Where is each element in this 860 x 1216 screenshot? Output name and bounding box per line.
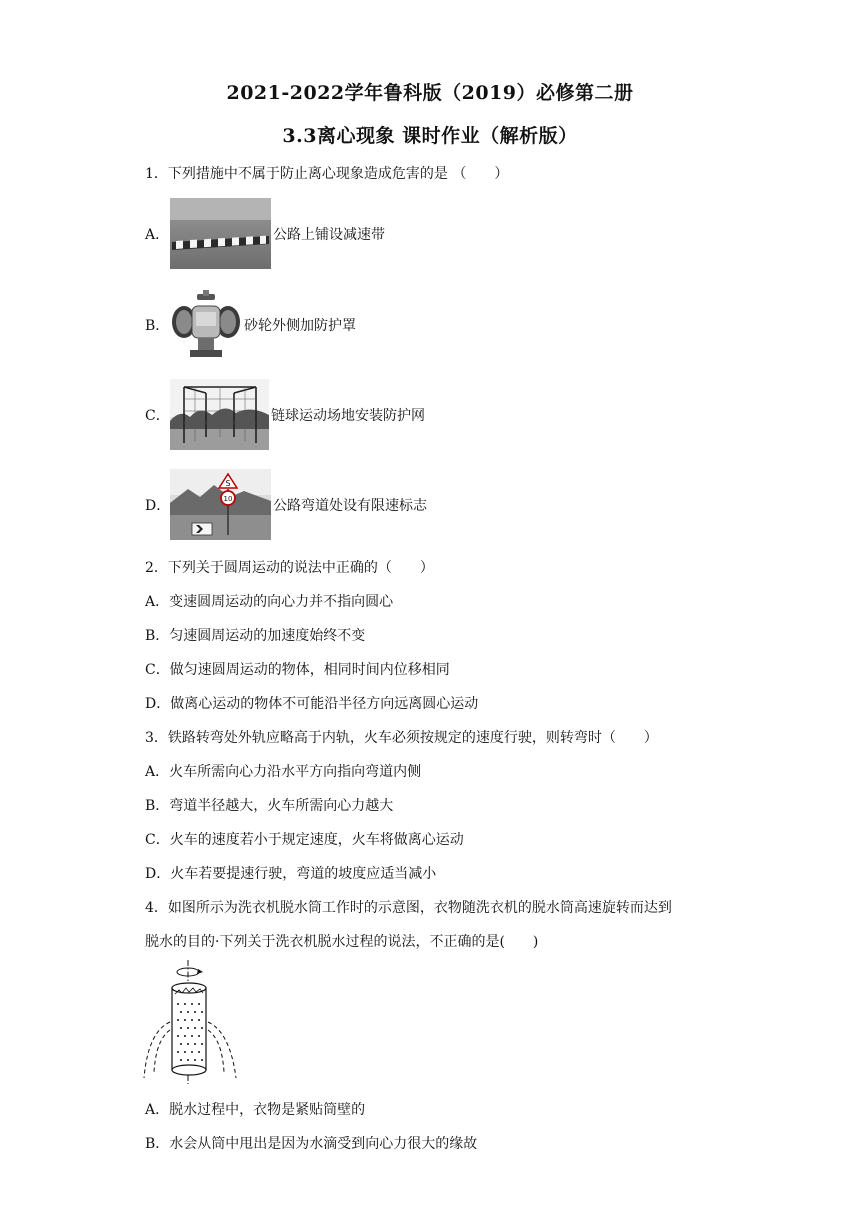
q4-stem-line1: 4．如图所示为洗衣机脱水筒工作时的示意图，衣物随洗衣机的脱水筒高速旋转而达到 xyxy=(145,900,672,916)
q1-option-a-text: 公路上铺设减速带 xyxy=(273,226,385,243)
q1-option-b-label: B． xyxy=(145,318,170,334)
q1-option-a-label: A． xyxy=(145,226,170,243)
q1-stem: 1．下列措施中不属于防止离心现象造成危害的是 （ ） xyxy=(145,166,509,182)
q1-option-a[interactable] xyxy=(145,198,385,269)
page-title-line2: 3.3离心现象 课时作业（解析版） xyxy=(282,125,578,147)
q1-option-d-text: 公路弯道处设有限速标志 xyxy=(273,497,427,514)
q1-option-c-text: 链球运动场地安装防护网 xyxy=(271,407,425,424)
q2-option-a[interactable]: A．变速圆周运动的向心力并不指向圆心 xyxy=(145,594,394,610)
q4-stem-line2: 脱水的目的·下列关于洗衣机脱水过程的说法，不正确的是( ) xyxy=(145,934,539,950)
page-title-line1: 2021-2022学年鲁科版（2019）必修第二册 xyxy=(226,82,634,104)
q2-option-d[interactable]: D．做离心运动的物体不可能沿半径方向远离圆心运动 xyxy=(145,696,479,712)
q3-option-c[interactable]: C．火车的速度若小于规定速度，火车将做离心运动 xyxy=(145,832,464,848)
spin-drum-diagram xyxy=(140,960,240,1085)
q1-option-b-text: 砂轮外侧加防护罩 xyxy=(244,318,356,334)
q3-option-a[interactable]: A．火车所需向心力沿水平方向指向弯道内侧 xyxy=(145,764,422,780)
q3-option-d[interactable]: D．火车若要提速行驶，弯道的坡度应适当减小 xyxy=(145,866,437,882)
road-sign-photo xyxy=(170,469,271,540)
q1-option-d-label: D． xyxy=(145,497,171,514)
q1-option-c-label: C． xyxy=(145,407,170,424)
grinder-photo xyxy=(170,290,242,360)
q4-option-b[interactable]: B．水会从筒中甩出是因为水滴受到向心力很大的缘故 xyxy=(145,1136,478,1152)
speed-bump-photo xyxy=(170,198,271,269)
q2-option-b[interactable]: B．匀速圆周运动的加速度始终不变 xyxy=(145,628,366,644)
q3-option-b[interactable]: B．弯道半径越大，火车所需向心力越大 xyxy=(145,798,394,814)
q2-stem: 2．下列关于圆周运动的说法中正确的（ ） xyxy=(145,560,434,576)
q4-option-a[interactable]: A．脱水过程中，衣物是紧贴筒壁的 xyxy=(145,1102,366,1118)
q2-option-c[interactable]: C．做匀速圆周运动的物体，相同时间内位移相同 xyxy=(145,662,450,678)
q1-option-c[interactable] xyxy=(145,379,425,450)
q1-option-d[interactable] xyxy=(145,469,427,540)
hammer-throw-net-photo xyxy=(170,379,269,450)
q1-option-b[interactable] xyxy=(145,290,356,360)
road-sign-speed-text: 10 xyxy=(223,495,233,503)
q3-stem: 3．铁路转弯处外轨应略高于内轨，火车必须按规定的速度行驶，则转弯时（ ） xyxy=(145,730,658,746)
svg-text:S: S xyxy=(225,479,231,488)
